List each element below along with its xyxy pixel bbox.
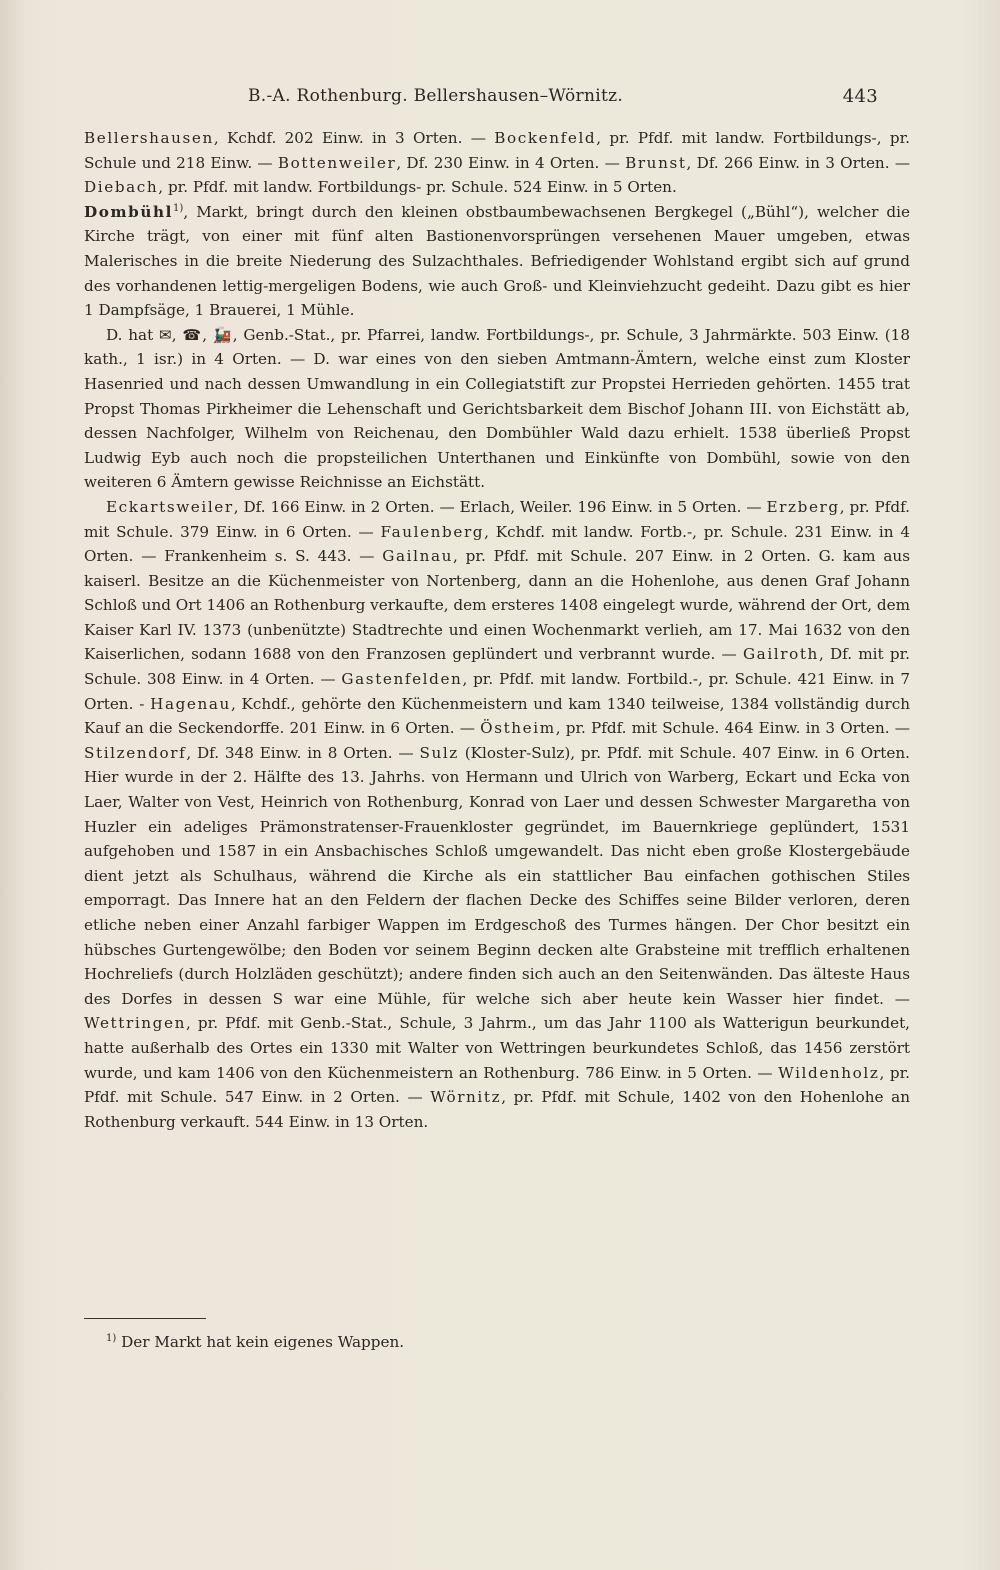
footnote — [106, 1330, 906, 1354]
paragraph — [84, 323, 910, 495]
place-name: Bockenfeld — [494, 129, 597, 147]
text-run: , pr. Pfdf. mit Genb.-Stat., Schule, 3 Jahrm., um das Jahr 1100 als Watterigun beurkundet, hatte außerhalb des Ortes ein 1330 mit Walter von Wettringen beurkundetes Schloß, das 1456 zerstört wurde, und kam 1406 von den Küchenmeistern an Rothenburg. 786 Einw. in 5 Orten. — — [84, 1014, 910, 1082]
text-run: , Df. 166 Einw. in 2 Orten. — Erlach, Weiler. 196 Einw. in 5 Orten. — — [233, 497, 767, 516]
place-name: Wildenholz — [778, 1063, 880, 1082]
place-name: Erzberg — [766, 497, 840, 516]
footnote-text: Der Markt hat kein eigenes Wappen. — [116, 1333, 405, 1351]
text-run: , pr. Pfdf. mit Schule. 464 Einw. in 3 Orten. — — [555, 719, 910, 738]
place-name: Gailroth — [742, 645, 819, 664]
footnote-marker: 1) — [106, 1332, 117, 1344]
body-text — [84, 126, 910, 1134]
place-name: Wörnitz — [430, 1088, 502, 1107]
text-run: , Kchdf. 202 Einw. in 3 Orten. — — [213, 129, 495, 147]
place-name: Wettringen — [84, 1014, 186, 1033]
text-run: , Df. 230 Einw. in 4 Orten. — — [396, 153, 626, 172]
footnote-ref: 1) — [173, 202, 184, 214]
paragraph — [84, 495, 910, 1134]
place-name: Diebach — [84, 178, 159, 197]
text-run: , pr. Pfdf. mit landw. Fortbildungs-, pr. Schule und 218 Einw. — — [84, 129, 910, 172]
text-run: , Df. 348 Einw. in 8 Orten. — — [186, 743, 420, 762]
place-name: Östheim — [480, 719, 556, 738]
place-name: Faulenberg — [380, 522, 485, 541]
text-run: D. hat ✉, ☎, 🚂, Genb.-Stat., pr. Pfarrei, landw. Fortbildungs-, pr. Schule, 3 Jahrmärkte. 503 Einw. (18 kath., 1 isr.) in 4 Orten. — D. war eines von den sieben Amtmann-Ämtern, welche einst zum Kloster Hasenried und nach dessen Umwandlung in ein Collegiatstift zur Propstei Herrieden gehörten. 1455 trat Propst Thomas Pirkheimer die Lehenschaft und Gerichtsbarkeit dem Bischof Johann III. von Eichstätt ab, dessen Nachfolger, Wilhelm von Reichenau, den Dombühler Wald dazu erhielt. 1538 überließ Propst Ludwig Eyb auch noch die propsteilichen Unterthanen und Einkünfte von Dombühl, sowie von den weiteren 6 Ämtern gewisse Reichnisse an Eichstätt. — [84, 325, 910, 492]
text-run: , pr. Pfdf. mit Schule, 1402 von den Hohenlohe an Rothenburg verkauft. 544 Einw. in 13 Orten. — [84, 1088, 910, 1131]
place-name: Stilzendorf — [84, 743, 187, 762]
text-run: , Kchdf. mit landw. Fortb.-, pr. Schule. 231 Einw. in 4 Orten. — Frankenheim s. S. 443. — — [84, 522, 910, 566]
paragraph — [84, 126, 910, 200]
place-name: Dombühl — [84, 202, 174, 221]
text-run: , Df. mit pr. Schule. 308 Einw. in 4 Orten. — — [84, 645, 910, 689]
paragraph — [84, 200, 910, 323]
place-name: Hagenau — [150, 694, 231, 713]
text-run: , pr. Pfdf. mit Schule. 547 Einw. in 2 Orten. — — [84, 1063, 910, 1107]
footnote-rule — [84, 1318, 206, 1319]
place-name: Eckartsweiler — [106, 497, 234, 516]
page-header — [248, 86, 908, 106]
text-run: , pr. Pfdf. mit landw. Fortbildungs- pr. Schule. 524 Einw. in 5 Orten. — [158, 178, 677, 197]
text-run: (Kloster-Sulz), pr. Pfdf. mit Schule. 407 Einw. in 6 Orten. Hier wurde in der 2. Hälfte des 13. Jahrhs. von Hermann und Ulrich von Warberg, Eckart und Ecka von Laer, Walter von Vest, Heinrich von Rothenburg, Konrad von Laer und dessen Schwester Margaretha von Huzler ein adeliges Prämonstratenser-Frauenkloster gegründet, im Bauernkriege geplündert, 1531 aufgehoben und 1587 in ein Ansbachisches Schloß umgewandelt. Das nicht eben große Klostergebäude dient jetzt als Schulhaus, während die Kirche als ein stattlicher Bau einfachen gothischen Stiles emporragt. Das Innere hat an den Feldern der flachen Decke des Schiffes seine Bilder verloren, deren etliche neben einer Anzahl farbiger Wappen im Erdgeschoß des Turmes hängen. Der Chor besitzt ein hübsches Gurtengewölbe; den Boden vor seinem Beginn decken alte Grabsteine mit trefflich erhaltenen Hochreliefs (durch Holzläden geschützt); andere finden sich auch an den Seitenwänden. Das älteste Haus des Dorfes in dessen S war eine Mühle, für welche sich aber heute kein Wasser hier findet. — — [84, 743, 911, 1008]
text-run: , Markt, bringt durch den kleinen obstbaumbewachsenen Bergkegel („Bühl“), welcher die Kirche trägt, von einer mit fünf alten Bastionenvorsprüngen versehenen Mauer umgeben, etwas Malerisches in die breite Niederung des Sulzachthales. Befriedigender Wohlstand ergibt sich auf grund des vorhandenen lettig-mergeligen Bodens, wie auch Groß- und Kleinviehzucht gedeiht. Dazu gibt es hier 1 Dampfsäge, 1 Brauerei, 1 Mühle. — [84, 202, 910, 320]
place-name: Gastenfelden — [341, 670, 463, 689]
text-run: , Kchdf., gehörte den Küchenmeistern und kam 1340 teilweise, 1384 vollständig durch Kauf an die Seckendorffe. 201 Einw. in 6 Orten. — — [84, 694, 910, 738]
running-title: B.-A. Rothenburg. Bellershausen–Wörnitz. — [248, 86, 624, 106]
text-run: , pr. Pfdf. mit Schule. 207 Einw. in 2 Orten. G. kam aus kaiserl. Besitze an die Küchenmeister von Nortenberg, dann an die Hohenlohe, aus denen Graf Johann Schloß und Ort 1406 an Rothenburg verkaufte, dem ersteres 1408 eingelegt wurde, während der Ort, dem Kaiser Karl IV. 1373 (unbenützte) Stadtrechte und einen Wochenmarkt verlieh, am 17. Mai 1632 von den Kaiserlichen, sodann 1688 von den Franzosen geplündert und verbrannt wurde. — — [84, 547, 910, 664]
page-number: 443 — [842, 86, 878, 107]
place-name: Bottenweiler — [277, 153, 397, 172]
text-run: , Df. 266 Einw. in 3 Orten. — — [686, 153, 911, 172]
text-run: , pr. Pfdf. mit Schule. 379 Einw. in 6 Orten. — — [84, 497, 910, 541]
place-name: Sulz — [419, 743, 459, 762]
place-name: Bellershausen — [84, 129, 214, 147]
place-name: Gailnau — [382, 547, 454, 566]
place-name: Brunst — [625, 153, 687, 172]
text-run: , pr. Pfdf. mit landw. Fortbild.-, pr. Schule. 421 Einw. in 7 Orten. - — [84, 670, 911, 713]
